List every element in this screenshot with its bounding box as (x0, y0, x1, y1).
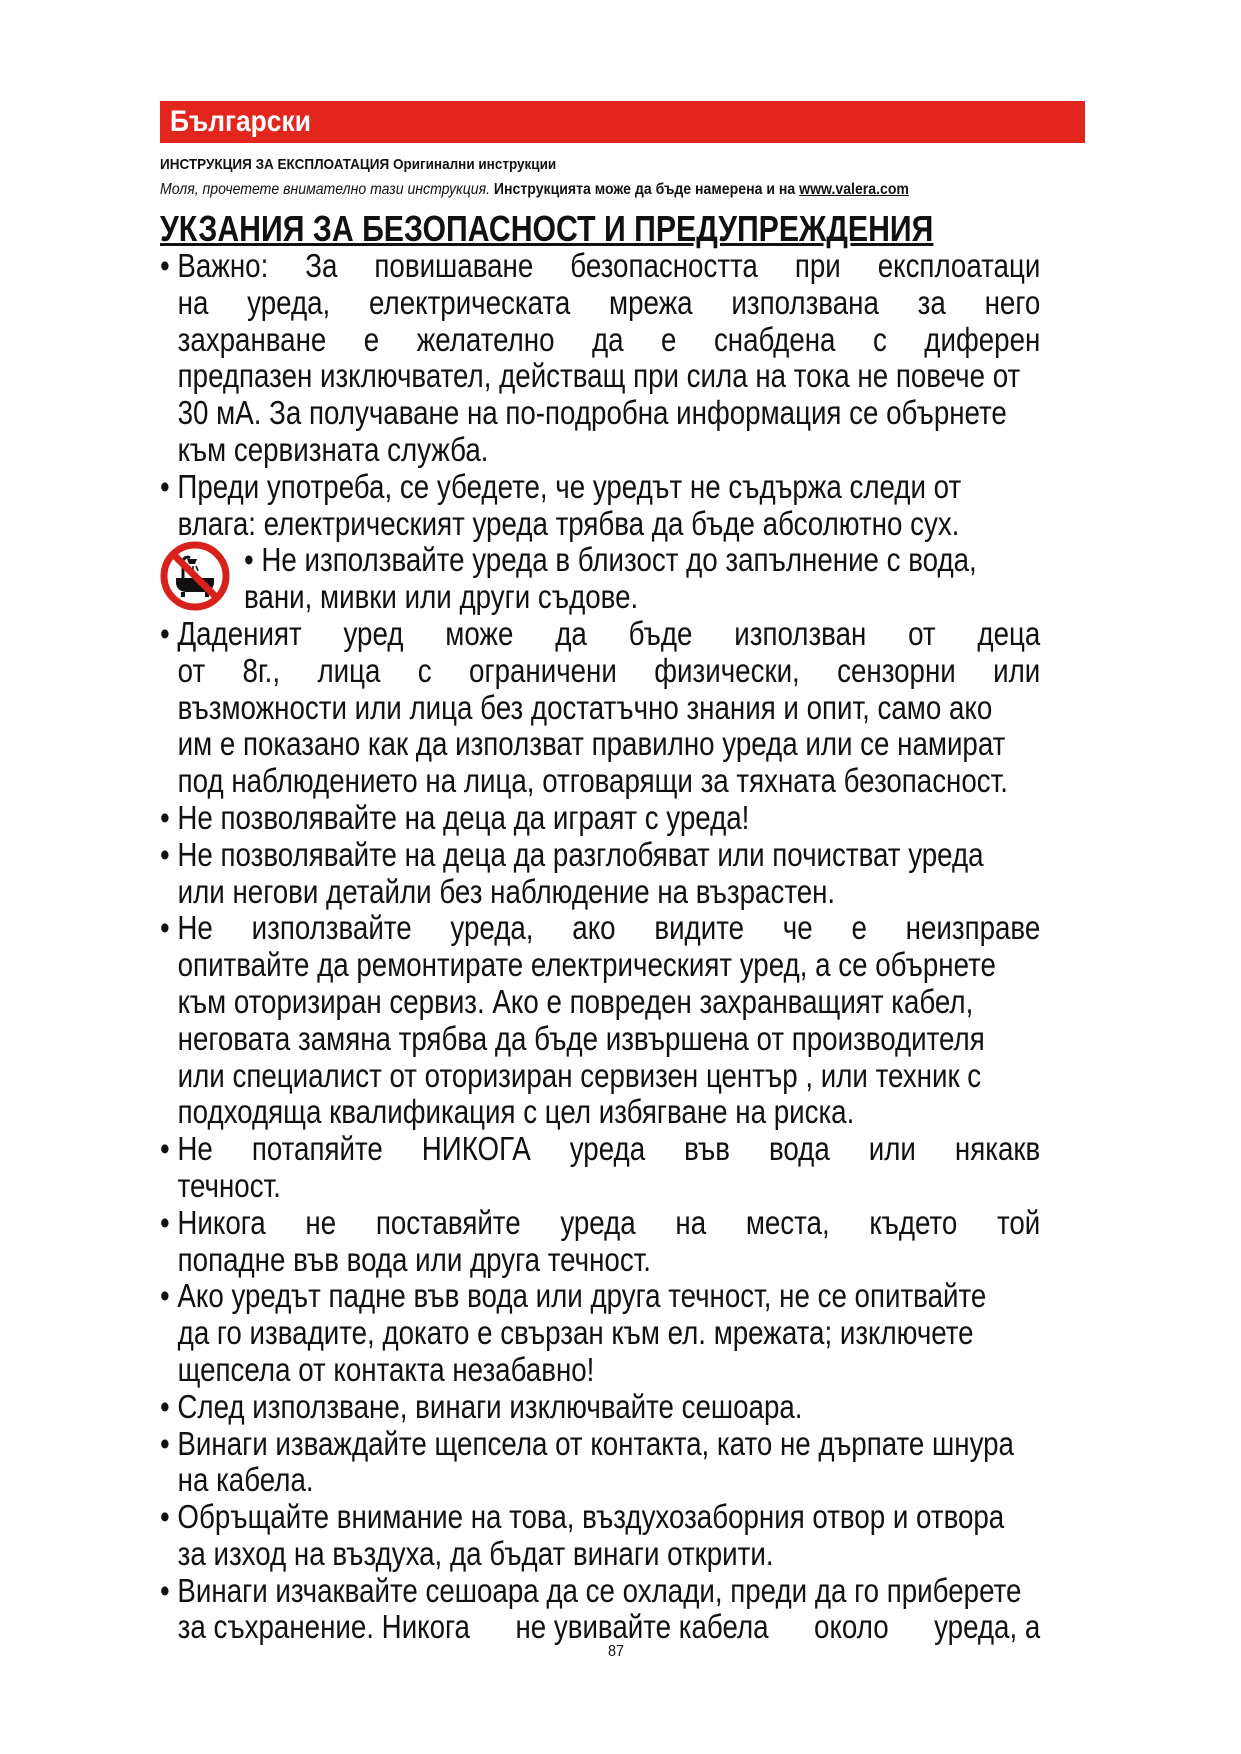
instruction-line (160, 1609, 1040, 1646)
instruction-word: с (872, 321, 887, 358)
section-heading: УКЗАНИЯ ЗА БЕЗОПАСНОСТ И ПРЕДУПРЕЖДЕНИЯ (160, 208, 934, 249)
instruction-word: потапяйте (251, 1131, 383, 1168)
instruction-word: захранване (177, 321, 327, 358)
instruction-word: • Не (160, 1131, 213, 1168)
instruction-word: във (684, 1131, 730, 1168)
page-number: 87 (608, 1643, 625, 1660)
instruction-word: деца (977, 615, 1041, 652)
instruction-line: 30 мА. За получаване на по-подробна информация се обърнете (177, 395, 1007, 432)
instruction-line (160, 248, 1040, 285)
safety-instructions (160, 248, 1145, 1646)
instruction-line: влага: електрическият уреда трябва да бъде абсолютно сух. (177, 505, 960, 542)
no-bath-icon (159, 540, 231, 612)
instruction-line: да го извадите, докато е свързан към ел. мрежата; изключете (177, 1315, 974, 1352)
instruction-line: • Ако уредът падне във вода или друга течност, не се опитвайте (160, 1278, 987, 1315)
instruction-line (160, 285, 1040, 322)
instruction-word: за (917, 284, 946, 321)
instruction-line: към оторизиран сервиз. Ако е повреден захранващият кабел, (177, 983, 974, 1020)
instruction-word: повишаване (374, 248, 534, 284)
instruction-word: е (851, 910, 867, 947)
instruction-line (160, 322, 1040, 359)
instruction-word: ограничени (469, 652, 617, 689)
instruction-word: ако (572, 910, 616, 947)
instruction-word: използвайте (251, 910, 412, 947)
instruction-word: • Никога (160, 1204, 266, 1241)
instruction-word: или (993, 652, 1041, 689)
instruction-word: сензорни (837, 652, 956, 689)
instruction-word: уреда, (247, 284, 331, 321)
instruction-line: опитвайте да ремонтирате електрическият уред, а се обърнете (177, 947, 996, 984)
instruction-word: него (984, 284, 1041, 321)
instruction-word: около (814, 1609, 889, 1646)
instruction-line: щепсела от контакта незабавно! (177, 1351, 595, 1388)
instruction-word: може (445, 615, 514, 652)
instruction-word: поставяйте (375, 1204, 521, 1241)
instruction-word: от (177, 652, 206, 689)
instruction-word: използван (734, 615, 867, 652)
instruction-word: уреда (560, 1204, 636, 1241)
instruction-word: някакв (954, 1131, 1041, 1168)
instruction-word: 8г., (242, 652, 281, 689)
instruction-word: неизправе (905, 910, 1041, 947)
instruction-line: или негови детайли без наблюдение на възрастен. (177, 873, 836, 910)
instruction-word: да (555, 615, 587, 652)
instruction-word: на (675, 1204, 707, 1241)
instruction-line: предпазен изключвател, действащ при сила на тока не повече от (177, 358, 1021, 395)
instruction-word: на (177, 284, 209, 321)
instruction-word: използвана (731, 284, 879, 321)
instruction-line: • Обръщайте внимание на това, въздухозаборния отвор и отвора (160, 1499, 1005, 1536)
instruction-word: мрежа (609, 284, 693, 321)
website-link[interactable]: www.valera.com (799, 181, 909, 198)
instruction-word: експлоатаци (877, 248, 1041, 284)
instruction-word: уред (343, 615, 404, 652)
instruction-word: при (794, 248, 841, 284)
instruction-word: е (363, 321, 380, 358)
instruction-line: за изход на въздуха, да бъдат винаги открити. (177, 1535, 774, 1572)
instruction-line: или специалист от оторизиран сервизен център , или техник с (177, 1057, 982, 1094)
instruction-word: места, (745, 1204, 830, 1241)
instruction-line: • Не позволявайте на деца да разглобяват или почистват уреда (160, 836, 984, 873)
instruction-line: възможности или лица без достатъчно знания и опит, само ако (177, 689, 993, 726)
instruction-line: • Преди употреба, се убедете, че уредът не съдържа следи от (160, 468, 962, 505)
please-read-text: Моля, прочетете внимателно тази инструкция. (160, 181, 491, 198)
instruction-line (160, 653, 1040, 690)
instruction-word: видите (654, 910, 745, 947)
instruction-line (160, 910, 1040, 947)
instruction-line (160, 1205, 1040, 1242)
instruction-word: уреда, (450, 910, 534, 947)
instruction-line: вани, мивки или други съдове. (244, 579, 639, 616)
instruction-word: не (305, 1204, 337, 1241)
instruction-line: • Не позволявайте на деца да играят с уреда! (160, 799, 750, 836)
language-label: Български (170, 105, 311, 138)
instruction-word: • Важно: (160, 248, 269, 284)
instruction-word: не увивайте кабела (515, 1609, 769, 1646)
instruction-word: безопасността (570, 248, 758, 284)
instruction-word: да (591, 321, 624, 358)
found-on-text: Инструкцията може да бъде намерена и на (490, 181, 800, 198)
instruction-word: За (305, 248, 338, 284)
instruction-word: електрическата (369, 284, 571, 321)
instruction-line: • Винаги изваждайте щепсела от контакта, като не дърпате шнура (160, 1425, 1014, 1462)
instruction-word: диферен (924, 321, 1041, 358)
instruction-word: където (869, 1204, 958, 1241)
instruction-word: с (417, 652, 432, 689)
instruction-line: неговата замяна трябва да бъде извършена от производителя (177, 1020, 985, 1057)
instruction-word: лица (317, 652, 381, 689)
instruction-word: или (868, 1131, 916, 1168)
instruction-word: е (661, 321, 677, 358)
instruction-word: от (908, 615, 936, 652)
instruction-word: физически, (654, 652, 800, 689)
instruction-line: им е показано как да използват правилно уреда или се намират (177, 726, 1006, 763)
instruction-word: НИКОГА (421, 1131, 531, 1168)
instruction-word: уреда, а (934, 1609, 1041, 1646)
instruction-word: той (996, 1204, 1041, 1241)
instruction-line: попадне във вода или друга течност. (177, 1241, 652, 1278)
instruction-word: желателно (416, 321, 555, 358)
instruction-word: • Не (160, 910, 213, 947)
instruction-line: • След използване, винаги изключвайте сешоара. (160, 1388, 803, 1425)
instructions-title-bold: ИНСТРУКЦИЯ ЗА ЕКСПЛОАТАЦИЯ (160, 156, 390, 173)
instruction-line: под наблюдението на лица, отговарящи за тяхната безопасност. (177, 763, 1008, 800)
instruction-word: уреда (569, 1131, 646, 1168)
instruction-line: течност. (177, 1167, 281, 1204)
instruction-line (160, 616, 1040, 653)
instruction-word: вода (768, 1131, 830, 1168)
instruction-word: снабдена (713, 321, 836, 358)
instruction-line: на кабела. (177, 1462, 314, 1499)
instruction-line: подходяща квалификация с цел избягване на риска. (177, 1094, 855, 1131)
instruction-word: бъде (628, 615, 693, 652)
instruction-line: • Не използвайте уреда в близост до запълнение с вода, (244, 542, 977, 579)
instruction-line: към сервизната служба. (177, 431, 489, 468)
instruction-line (160, 1131, 1040, 1168)
instruction-line: • Винаги изчаквайте сешоара да се охлади, преди да го приберете (160, 1572, 1022, 1609)
instruction-word: • Даденият (160, 615, 302, 652)
instructions-title-rest: Оригинални инструкции (389, 156, 557, 173)
instruction-word: че (782, 910, 813, 947)
instruction-word: за съхранение. Никога (177, 1609, 470, 1646)
